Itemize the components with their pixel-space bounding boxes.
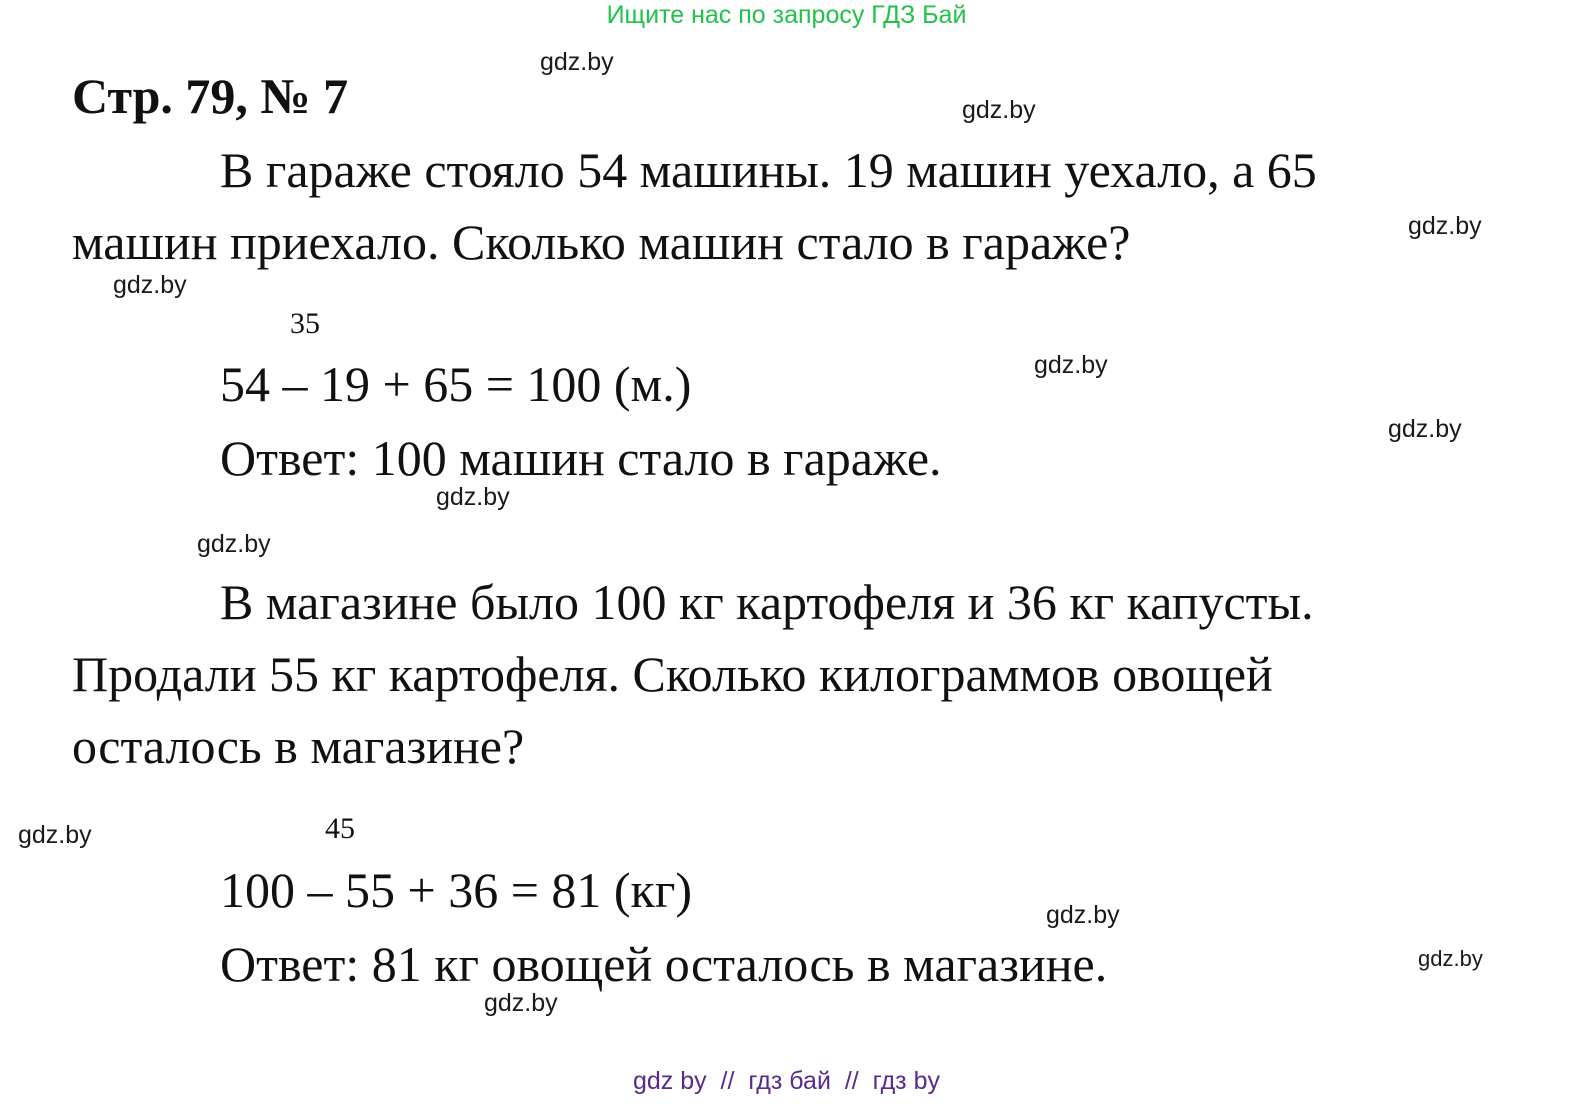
footer-links [0, 1066, 1573, 1096]
problem-2-line-3: осталось в магазине? [72, 718, 525, 774]
problem-2-carry: 45 [325, 812, 355, 845]
problem-2-line-1: В магазине было 100 кг картофеля и 36 кг капусты. [220, 574, 1314, 630]
problem-2-answer: Ответ: 81 кг овощей осталось в магазине. [220, 936, 1108, 992]
watermark: gdz.by [18, 821, 92, 849]
watermark: gdz.by [1408, 212, 1482, 240]
watermark: gdz.by [1046, 901, 1120, 929]
watermark: gdz.by [436, 483, 510, 511]
problem-2-line-2: Продали 55 кг картофеля. Сколько килограммов овощей [72, 646, 1273, 702]
problem-2-equation: 100 – 55 + 36 = 81 (кг) [220, 862, 692, 918]
watermark: gdz.by [1418, 946, 1483, 971]
problem-1-line-1: В гараже стояло 54 машины. 19 машин уехало, а 65 [220, 142, 1317, 198]
watermark: gdz.by [113, 271, 187, 299]
watermark: gdz.by [484, 989, 558, 1017]
problem-1-equation: 54 – 19 + 65 = 100 (м.) [220, 356, 692, 412]
watermark: gdz.by [1388, 415, 1462, 443]
footer-text: gdz by // гдз бай // гдз by [632, 1067, 940, 1095]
problem-1-carry: 35 [290, 307, 320, 340]
watermark: gdz.by [962, 96, 1036, 124]
page-title: Стр. 79, № 7 [72, 68, 349, 124]
watermark: gdz.by [1034, 351, 1108, 379]
watermark: gdz.by [540, 48, 614, 76]
watermark: gdz.by [197, 530, 271, 558]
problem-1-answer: Ответ: 100 машин стало в гараже. [220, 430, 942, 486]
top-banner: Ищите нас по запросу ГДЗ Бай [606, 1, 967, 29]
problem-1-line-2: машин приехало. Сколько машин стало в гараже? [72, 214, 1131, 270]
